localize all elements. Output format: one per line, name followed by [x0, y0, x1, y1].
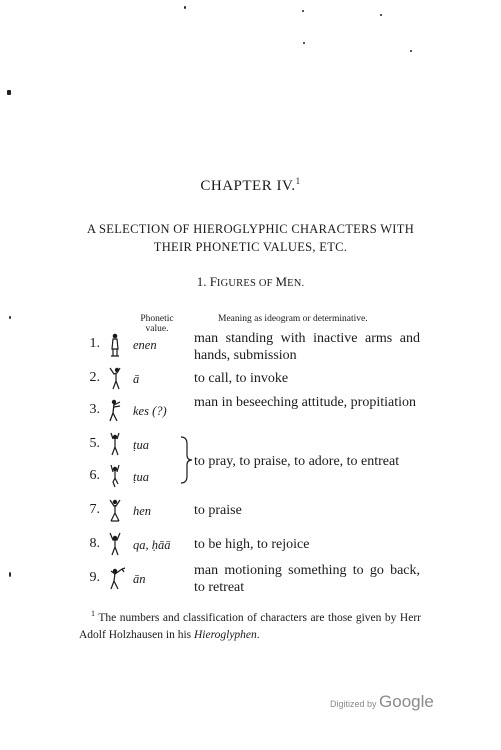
row-number: 7.: [89, 502, 100, 517]
footnote-mark: 1: [91, 609, 95, 619]
motioning-man-hieroglyph-icon: [108, 566, 126, 590]
row-number: 6.: [89, 468, 100, 483]
rejoicing-man-hieroglyph-icon: [108, 498, 122, 522]
phonetic-value: ṭua: [133, 470, 149, 484]
chapter-footnote-mark: 1: [295, 176, 301, 186]
scan-speck: [9, 572, 11, 577]
footnote: $^1$ The numbers and classification of characters are those given by Herr Adolf Holzhausen in his Hieroglyphen.: [79, 609, 421, 641]
scan-speck: [410, 50, 412, 52]
google-logo: Google: [379, 692, 434, 711]
scan-speck: [303, 42, 305, 44]
meaning-text: man motioning something to go back, to retreat: [194, 563, 420, 595]
row-number: 8.: [89, 536, 100, 551]
scan-speck: [184, 6, 186, 9]
google-watermark: Digitized by Google: [330, 692, 434, 711]
section-heading: 1. FIGURES OF MEN.: [196, 274, 305, 289]
scan-speck: [380, 14, 382, 16]
meaning-text: to praise: [194, 503, 242, 518]
phonetic-column-header: Phonetic value.: [140, 314, 174, 334]
subtitle-line-1: A SELECTION OF HIEROGLYPHIC CHARACTERS WITH: [86, 222, 415, 236]
phonetic-value: enen: [133, 338, 157, 352]
row-number: 3.: [89, 402, 100, 417]
right-brace-icon: [179, 436, 193, 484]
meaning-text: to be high, to rejoice: [194, 537, 310, 552]
scan-speck: [9, 316, 11, 319]
subtitle-line-2: THEIR PHONETIC VALUES, ETC.: [153, 240, 348, 254]
row-number: 9.: [89, 570, 100, 585]
chapter-subtitle: [60, 220, 441, 256]
meaning-column-header: Meaning as ideogram or determinative.: [218, 314, 368, 324]
scan-speck: [302, 10, 304, 12]
beseeching-man-hieroglyph-icon: [108, 398, 122, 422]
phonetic-value: ān: [133, 572, 146, 586]
phonetic-value: ā: [133, 372, 140, 386]
phonetic-value: hen: [133, 504, 152, 518]
praising-man-hieroglyph-icon: [108, 432, 122, 456]
shared-meaning-text: to pray, to praise, to adore, to entreat: [194, 454, 400, 469]
calling-man-hieroglyph-icon: [108, 366, 122, 390]
row-number: 1.: [89, 336, 100, 351]
meaning-text: to call, to invoke: [194, 371, 289, 386]
adoring-man-hieroglyph-icon: [108, 464, 122, 488]
phonetic-value: ṭua: [133, 438, 149, 452]
scan-speck: [7, 90, 11, 95]
row-number: 5.: [89, 436, 100, 451]
chapter-heading: CHAPTER IV.$^1$: [200, 176, 301, 194]
phonetic-value: kes (?): [133, 404, 167, 418]
meaning-text: man standing with inactive arms and hands, submission: [194, 331, 420, 363]
phonetic-value: qa, ḥāā: [133, 538, 171, 552]
row-number: 2.: [89, 370, 100, 385]
meaning-text: man in beseeching attitude, propitiation: [194, 395, 416, 410]
raised-arms-man-hieroglyph-icon: [108, 532, 122, 556]
standing-man-hieroglyph-icon: [108, 333, 122, 357]
